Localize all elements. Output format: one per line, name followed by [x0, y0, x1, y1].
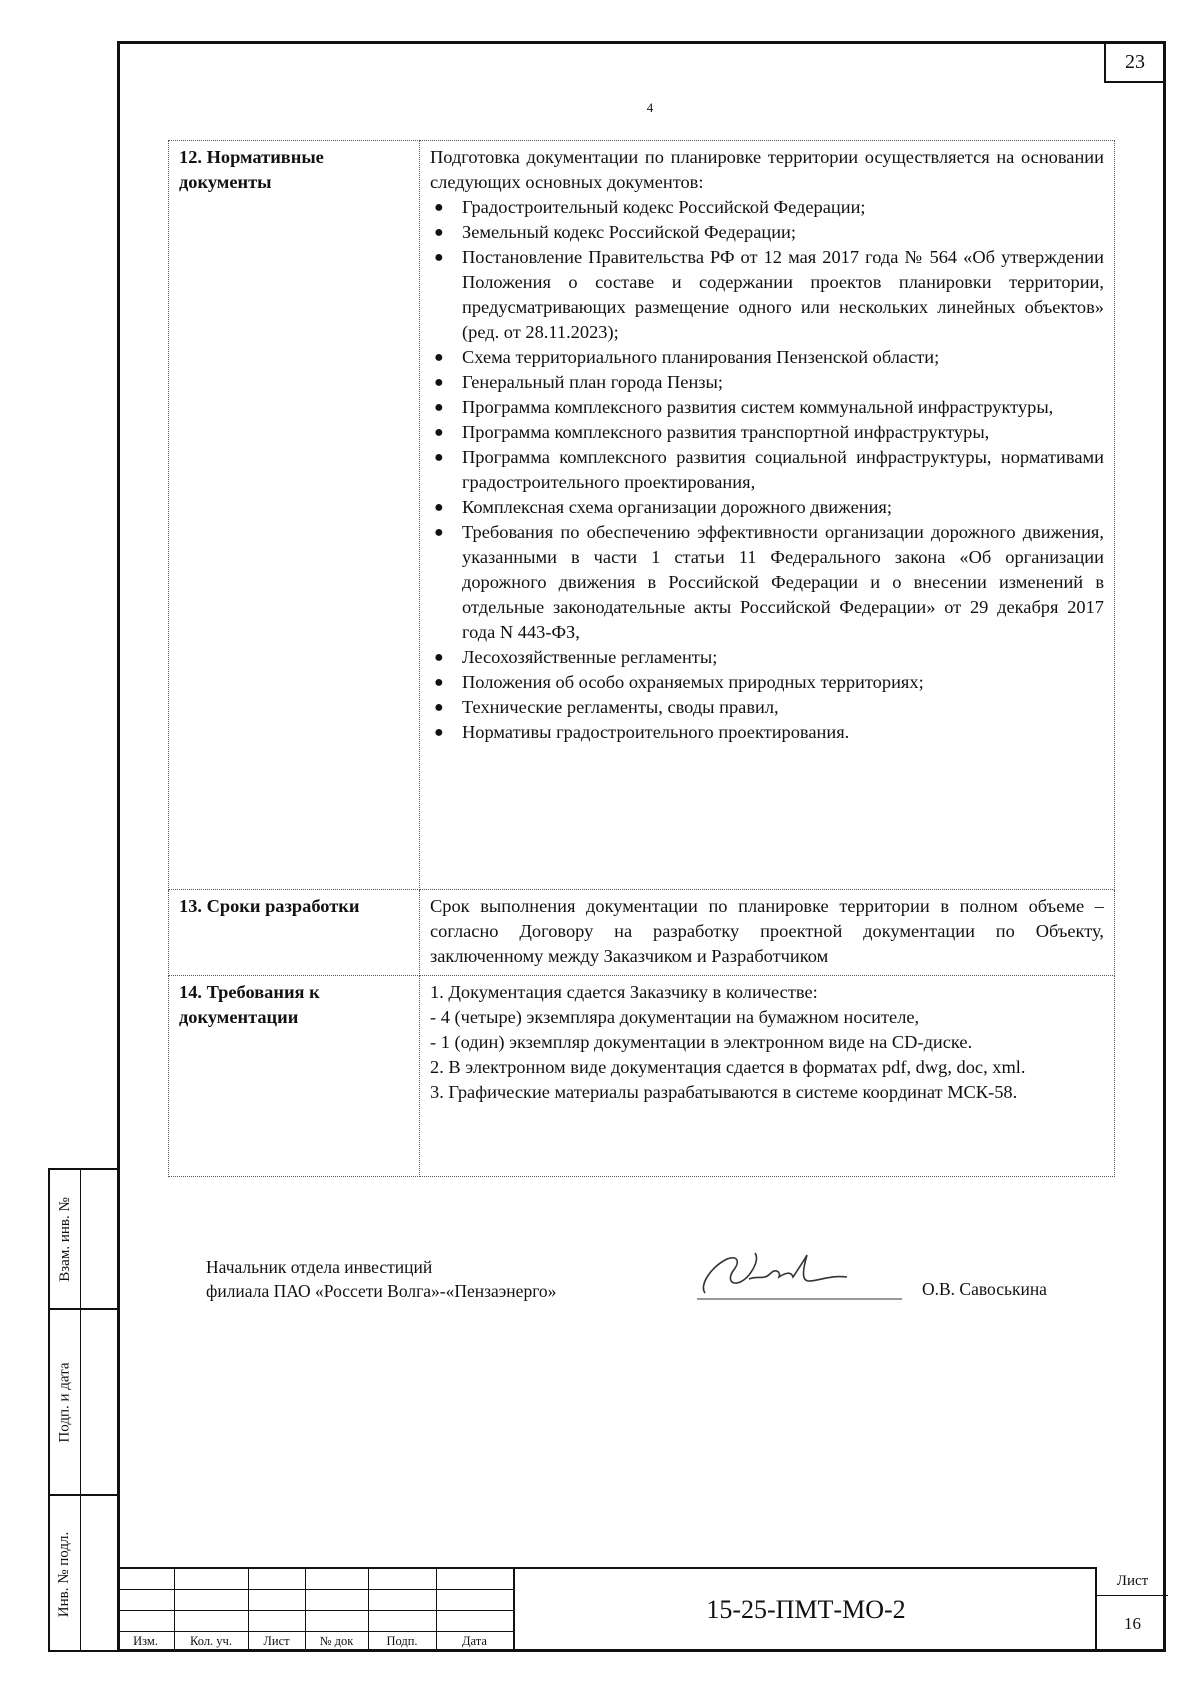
bullet-icon: ● [434, 199, 444, 216]
side-stamp [48, 1168, 117, 1652]
row-label: 12. Нормативные документы [169, 141, 420, 890]
header-data: Дата [462, 1634, 487, 1648]
table-row [169, 141, 1115, 890]
bullet-icon: ● [434, 724, 444, 741]
sheet-label: Лист [1097, 1567, 1168, 1596]
bullet-icon: ● [434, 224, 444, 241]
requirement-line: 3. Графические материалы разрабатываются в системе координат МСК-58. [430, 1082, 1018, 1102]
bullet-icon: ● [434, 374, 444, 391]
side-label: Инв. № подл. [56, 1531, 73, 1617]
row-label: 14. Требования к документации [169, 976, 420, 1177]
bullet-icon: ● [434, 524, 444, 541]
requirements-table [168, 140, 1115, 1177]
requirement-line: 2. В электронном виде документация сдается в форматах pdf, dwg, doc, xml. [430, 1057, 1026, 1077]
side-label: Взам. инв. № [56, 1196, 73, 1282]
documents-list [430, 195, 1104, 745]
row-intro: Подготовка документации по планировке территории осуществляется на основании следующих основных документов: [430, 147, 1104, 192]
sheet-box [1095, 1567, 1168, 1652]
signatory-position: Начальник отдела инвестиций филиала ПАО «Россети Волга»-«Пензаэнерго» [206, 1257, 557, 1301]
list-item: ● Комплексная схема организации дорожного движения; [430, 495, 1104, 520]
list-item: ● Программа комплексного развития систем коммунальной инфраструктуры, [430, 395, 1104, 420]
page-number: 4 [646, 100, 654, 115]
side-label: Подп. и дата [56, 1361, 73, 1443]
bullet-icon: ● [434, 249, 444, 266]
list-item: ● Генеральный план города Пензы; [430, 370, 1104, 395]
table-row [169, 890, 1115, 976]
bullet-icon: ● [434, 499, 444, 516]
bullet-icon: ● [434, 399, 444, 416]
sheet-value: 16 [1124, 1613, 1141, 1633]
row-content [420, 976, 1115, 1177]
list-item: ● Программа комплексного развития транспортной инфраструктуры, [430, 420, 1104, 445]
row-content [420, 141, 1115, 890]
table-row [169, 976, 1115, 1177]
row-content: Срок выполнения документации по планировке территории в полном объеме – согласно Договору на разработку проектной документации по Объекту, заключенному между Заказчиком и Разработчиком [420, 890, 1115, 976]
header-izm: Изм. [133, 1634, 158, 1648]
side-cell-vzam [50, 1170, 117, 1310]
sheet-number-box [1104, 41, 1166, 83]
header-kol: Кол. уч. [190, 1634, 232, 1648]
handwritten-signature [697, 1245, 902, 1305]
bullet-icon: ● [434, 674, 444, 691]
bullet-icon: ● [434, 699, 444, 716]
title-block [117, 1567, 1166, 1652]
row-label: 13. Сроки разработки [169, 890, 420, 976]
bullet-icon: ● [434, 424, 444, 441]
side-cell-inv [50, 1496, 117, 1652]
list-item: ● Положения об особо охраняемых природных территориях; [430, 670, 1104, 695]
bullet-icon: ● [434, 349, 444, 366]
signatory-name: О.В. Савоськина [922, 1279, 1047, 1299]
revision-grid [117, 1567, 513, 1652]
list-item: ● Земельный кодекс Российской Федерации; [430, 220, 1104, 245]
list-item: ● Требования по обеспечению эффективности организации дорожного движения, указанными в части 1 статьи 11 Федерального закона «Об организации дорожного движения в Российской Федерации и о внесении изменений в отдельные законодательные акты Российской Федерации» от 29 декабря 2017 года N 443-ФЗ, [434, 522, 1104, 642]
header-list: Лист [263, 1634, 290, 1648]
list-item: ● Лесохозяйственные регламенты; [430, 645, 1104, 670]
requirement-line: - 4 (четыре) экземпляра документации на бумажном носителе, [430, 1007, 920, 1027]
sheet-number: 23 [1125, 50, 1145, 73]
list-item: ● Постановление Правительства РФ от 12 мая 2017 года № 564 «Об утверждении Положения о составе и содержании проектов планировки территории, предусматривающих размещение одного или нескольких линейных объектов» (ред. от 28.11.2023); [434, 247, 1104, 342]
document-code: 15-25-ПМТ-МО-2 [513, 1567, 1097, 1652]
header-ndok: № док [319, 1634, 354, 1648]
list-item: ● Технические регламенты, своды правил, [430, 695, 1104, 720]
list-item: ● Схема территориального планирования Пензенской области; [430, 345, 1104, 370]
side-cell-podp [50, 1310, 117, 1496]
requirement-line: - 1 (один) экземпляр документации в электронном виде на CD-диске. [430, 1032, 973, 1052]
list-item: ● Нормативы градостроительного проектирования. [430, 720, 1104, 745]
header-podp: Подп. [386, 1634, 418, 1648]
list-item: ● Градостроительный кодекс Российской Федерации; [430, 195, 1104, 220]
bullet-icon: ● [434, 649, 444, 666]
bullet-icon: ● [434, 449, 444, 466]
list-item: ● Программа комплексного развития социальной инфраструктуры, нормативами градостроительного проектирования, [434, 447, 1104, 492]
requirement-line: 1. Документация сдается Заказчику в количестве: [430, 982, 818, 1002]
